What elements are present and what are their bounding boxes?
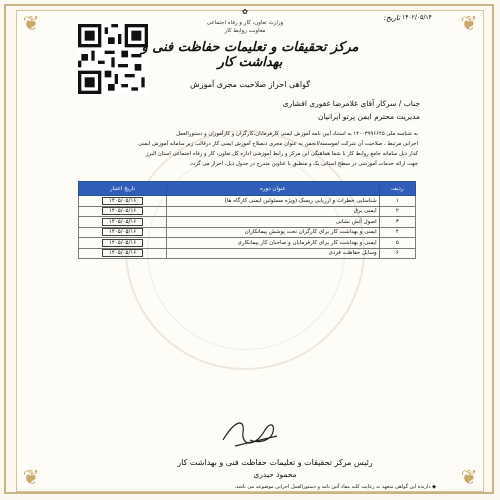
table-row xyxy=(79,227,416,238)
date-value: ۱۴۰۲/۰۵/۱۴ xyxy=(402,14,432,21)
row-number: ۱ xyxy=(379,196,415,207)
validity-date: ۱۴۰۵/۰۵/۱۶ xyxy=(102,218,143,226)
body-line-2: اجرایی مرتبط ، صلاحیت آن شرکت /موسسه/انجمن به عنوان مجری ذیصلاح آموزش ایمنی کار درقالب زیر سامانه آموزش ایمنی xyxy=(138,141,418,147)
document-subtitle: گواهی احراز صلاحیت مجری آموزش xyxy=(189,80,311,89)
course-title: ایمنی و بهداشت کار برای کارگران تحت پوشش پیمانکاران xyxy=(167,227,380,238)
header-validity-date: تاریخ اعتبار xyxy=(79,182,167,196)
validity-date: ۱۴۰۵/۰۵/۱۶ xyxy=(102,197,143,205)
row-number: ۳ xyxy=(379,217,415,228)
corner-ornament-icon: ❦ xyxy=(460,465,478,489)
bullet-icon: ◆ xyxy=(430,484,436,490)
courses-table xyxy=(78,181,416,259)
table-row xyxy=(79,248,416,259)
recipient-name-line: جناب / سرکار آقای غلامرضا غفوری افشاری xyxy=(282,99,420,108)
course-title: ایمنی برق xyxy=(167,206,380,217)
corner-ornament-icon: ❦ xyxy=(460,11,478,35)
document-title: مرکز تحقیقات و تعلیمات حفاظت فنی و بهداشت کار xyxy=(141,40,359,70)
row-number: ۵ xyxy=(379,238,415,249)
date-label: تاریخ: xyxy=(383,14,400,22)
table-header-row xyxy=(79,182,416,196)
footnote-text: دارنده این گواهی متعهد به رعایت کلیه مفاد آئین نامه و دستورالعمل اجرایی موضوعه می باشد. xyxy=(234,484,431,490)
body-line-1: به شناسه ملی ۱۴۰۰۳۹۹۶۶۴۵ به استناد آیین نامه آموزش ایمنی کارفرمایان،کارگران و کارآموزان و دستورالعمل xyxy=(176,131,418,137)
recipient-company-line: مدیریت محترم ایمن پرتو ایرانیان xyxy=(317,112,420,121)
table-row xyxy=(79,238,416,249)
header-row-number: ردیف xyxy=(379,182,415,196)
validity-date: ۱۴۰۵/۰۵/۱۶ xyxy=(102,239,143,247)
table-row xyxy=(79,196,416,207)
deputy-name: معاونت روابط کار xyxy=(224,28,266,34)
corner-ornament-icon: ❦ xyxy=(22,465,40,489)
corner-ornament-icon: ❦ xyxy=(22,11,40,35)
ministry-name: وزارت تعاون، کار و رفاه اجتماعی xyxy=(206,20,284,26)
table-row xyxy=(79,217,416,228)
signatory-name: محمود حیدری xyxy=(253,470,297,479)
body-line-3: کدار ذیل سامانه جامع روابط کار با شما هماهنگی این مرکز و رابط آموزشی اداره کل تعاون، کار و رفاه اجتماعی استان البرز xyxy=(146,151,418,157)
row-number: ۲ xyxy=(379,206,415,217)
ministry-emblem-icon: ✿ xyxy=(242,8,248,16)
signature-icon xyxy=(215,410,285,455)
validity-date: ۱۴۰۵/۰۵/۱۶ xyxy=(102,207,143,215)
course-title: اصول آتش نشانی xyxy=(167,217,380,228)
body-line-4: جهت ارائه خدمات آموزشی در سطح استانی یک و منطبق با عناوین مندرج در جدول ذیل، احراز می گردد. xyxy=(188,161,418,167)
row-number: ۶ xyxy=(379,248,415,259)
signatory-role: رئیس مرکز تحقیقات و تعلیمات حفاظت فنی و بهداشت کار xyxy=(177,458,373,467)
course-title: وسایل حفاظت فردی xyxy=(167,248,380,259)
table-row xyxy=(79,206,416,217)
header-course-title: عنوان دوره xyxy=(167,182,380,196)
validity-date: ۱۴۰۵/۰۵/۱۶ xyxy=(102,249,143,257)
course-title: شناسایی خطرات و ارزیابی ریسک (ویژه مسئولین ایمنی کارگاه ها) xyxy=(167,196,380,207)
footnote xyxy=(96,484,436,490)
course-title: ایمنی و بهداشت کار برای کارفرمایان و صاحبان کار پیمانکاری xyxy=(167,238,380,249)
validity-date: ۱۴۰۵/۰۵/۱۶ xyxy=(102,228,143,236)
row-number: ۴ xyxy=(379,227,415,238)
